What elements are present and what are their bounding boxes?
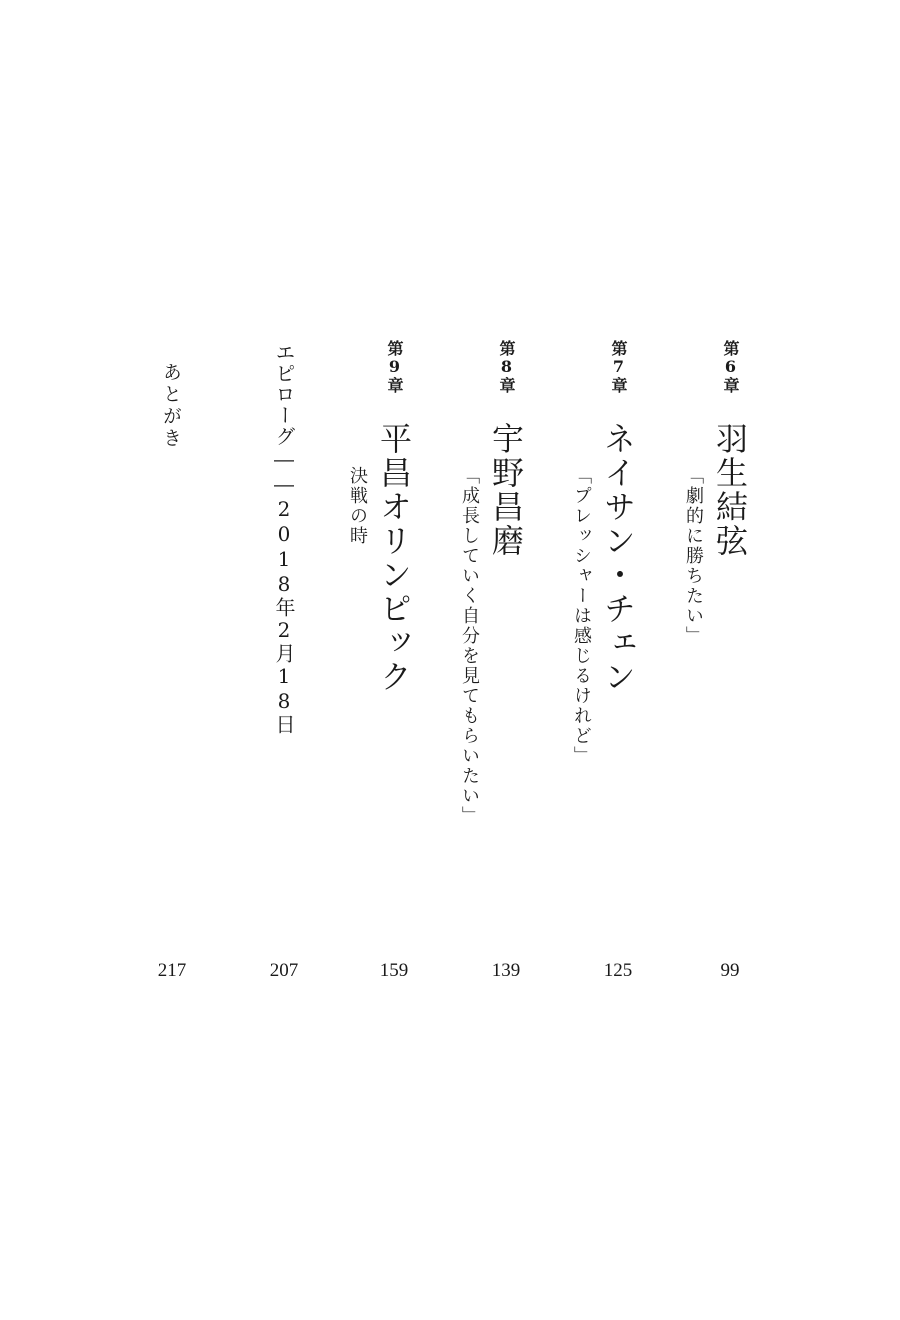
chapter-8-page: 139 (491, 960, 521, 981)
chapter-8-subtitle: 「成長していく自分を見てもらいたい」 (459, 466, 480, 826)
chapter-7-subtitle: 「プレッシャーは感じるけれど」 (571, 466, 592, 766)
chapter-9-subtitle: 決戦の時 (347, 466, 368, 546)
afterword-title: あとがき (160, 362, 182, 450)
afterword-page: 217 (157, 960, 187, 981)
chapter-8-label: 第8章 (497, 340, 516, 394)
chapter-7-label: 第7章 (609, 340, 628, 394)
chapter-6-page: 99 (720, 960, 740, 981)
chapter-8-title: 宇野昌磨 (487, 422, 525, 558)
chapter-6-title: 羽生結弦 (711, 422, 749, 558)
epilogue-title: エピローグ――2018年2月18日 (272, 342, 296, 735)
chapter-6-subtitle: 「劇的に勝ちたい」 (683, 466, 704, 646)
chapter-9-label: 第9章 (385, 340, 404, 394)
epilogue-page: 207 (269, 960, 299, 981)
chapter-9-title: 平昌オリンピック (375, 422, 413, 694)
chapter-7-page: 125 (603, 960, 633, 981)
chapter-9-page: 159 (379, 960, 409, 981)
chapter-7-title: ネイサン・チェン (599, 422, 637, 694)
chapter-6-label: 第6章 (721, 340, 740, 394)
